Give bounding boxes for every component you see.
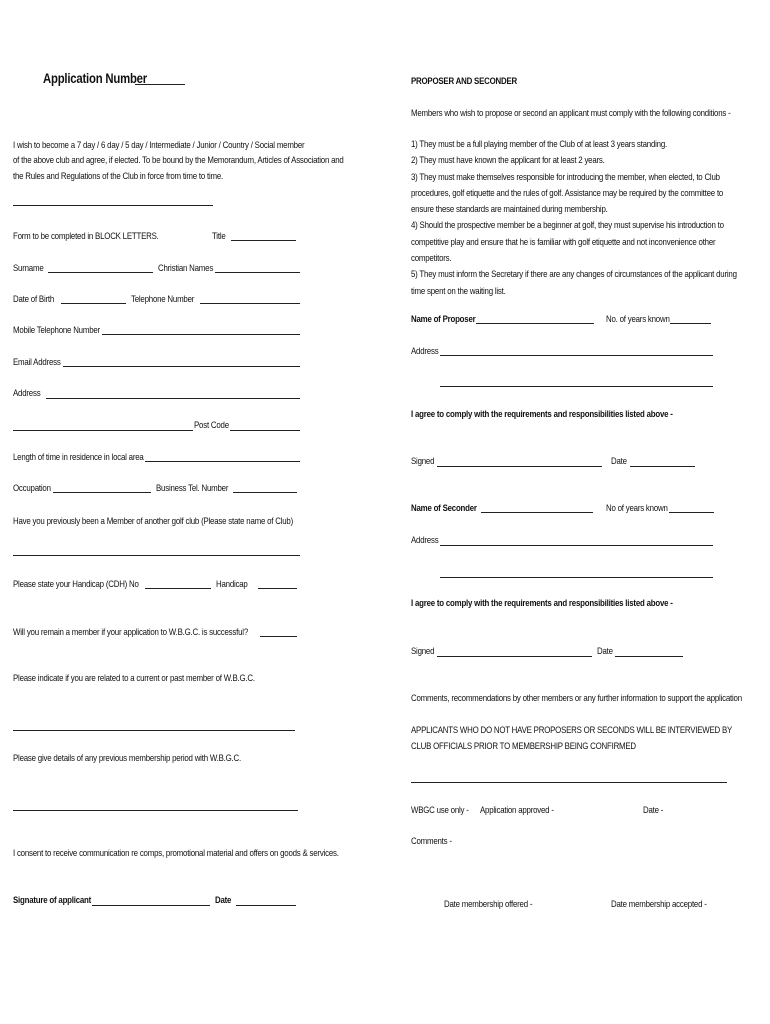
proposer-years-label: No. of years known (606, 313, 670, 324)
address-label: Address (13, 387, 41, 398)
seconder-address-field-2[interactable] (440, 577, 713, 578)
wbgc-use-label: WBGC use only - (411, 804, 469, 815)
proposer-date-field[interactable] (630, 466, 695, 467)
intro-line-2: of the above club and agree, if elected. To be bound by the Memorandum, Articles of Association and (13, 154, 344, 165)
title-field[interactable] (231, 240, 296, 241)
prev-period-field[interactable] (13, 810, 298, 811)
proposer-address-field-1[interactable] (440, 355, 713, 356)
office-date-label: Date - (643, 804, 664, 815)
notice-line-2: CLUB OFFICIALS PRIOR TO MEMBERSHIP BEING CONFIRMED (411, 740, 636, 751)
surname-label: Surname (13, 262, 44, 273)
prev-period-label: Please give details of any previous membership period with W.B.G.C. (13, 752, 241, 763)
date-offered-label: Date membership offered - (444, 898, 533, 909)
proposer-agree-label: I agree to comply with the requirements and responsibilities listed above - (411, 408, 673, 419)
seconder-address-field-1[interactable] (440, 545, 713, 546)
notice-line-1: APPLICANTS WHO DO NOT HAVE PROPOSERS OR SECONDS WILL BE INTERVIEWED BY (411, 724, 733, 735)
prev-member-field[interactable] (13, 555, 300, 556)
condition-line: ensure these standards are maintained during membership. (411, 203, 608, 215)
related-label: Please indicate if you are related to a current or past member of W.B.G.C. (13, 672, 255, 683)
occupation-label: Occupation (13, 482, 51, 493)
condition-line: 1) They must be a full playing member of the Club of at least 3 years standing. (411, 138, 667, 149)
business-tel-field[interactable] (233, 492, 297, 493)
office-comments-label: Comments - (411, 835, 452, 846)
conditions-intro: Members who wish to propose or second an applicant must comply with the following conditions - (411, 107, 731, 118)
proposer-date-label: Date (611, 455, 627, 466)
member-type-field[interactable] (13, 205, 213, 206)
intro-line-3: the Rules and Regulations of the Club in force from time to time. (13, 170, 224, 181)
residence-field[interactable] (145, 461, 300, 462)
business-tel-label: Business Tel. Number (156, 482, 229, 493)
email-label: Email Address (13, 356, 61, 367)
signature-field[interactable] (92, 905, 210, 906)
seconder-agree-label: I agree to comply with the requirements and responsibilities listed above - (411, 597, 673, 608)
comments-info: Comments, recommendations by other members or any further information to support the application (411, 692, 742, 703)
condition-line: competitors. (411, 252, 452, 264)
proposer-seconder-heading: PROPOSER AND SECONDER (411, 75, 518, 86)
seconder-years-label: No of years known (606, 502, 668, 513)
handicap-label: Handicap (216, 578, 248, 589)
email-field[interactable] (63, 366, 300, 367)
condition-line: 2) They must have known the applicant for at least 2 years. (411, 154, 605, 166)
address-field-1[interactable] (46, 398, 300, 399)
mobile-label: Mobile Telephone Number (13, 324, 100, 335)
condition-line: procedures, golf etiquette and the rules of golf. Assistance may be required by the committee to (411, 186, 724, 198)
seconder-address-label: Address (411, 534, 439, 545)
signature-date-field[interactable] (236, 905, 296, 906)
date-accepted-label: Date membership accepted - (611, 898, 707, 909)
condition-line: 3) They must make themselves responsible for introducing the member, when elected, to Club (411, 170, 720, 182)
mobile-field[interactable] (102, 334, 300, 335)
proposer-name-field[interactable] (476, 323, 594, 324)
telephone-field[interactable] (200, 303, 300, 304)
occupation-field[interactable] (53, 492, 151, 493)
seconder-name-label: Name of Seconder (411, 502, 477, 513)
handicap-cdh-field[interactable] (145, 588, 211, 589)
dob-field[interactable] (61, 303, 126, 304)
seconder-signed-label: Signed (411, 645, 435, 656)
telephone-label: Telephone Number (131, 293, 195, 304)
condition-line: time spent on the waiting list. (411, 284, 506, 296)
proposer-years-field[interactable] (670, 323, 711, 324)
signature-label: Signature of applicant (13, 894, 92, 905)
seconder-signed-field[interactable] (437, 656, 592, 657)
related-field[interactable] (13, 730, 295, 731)
proposer-address-field-2[interactable] (440, 386, 713, 387)
consent-label: I consent to receive communication re comps, promotional material and offers on goods & services. (13, 847, 339, 858)
seconder-years-field[interactable] (669, 512, 714, 513)
handicap-field[interactable] (258, 588, 297, 589)
post-code-label: Post Code (194, 419, 229, 430)
block-letters-note: Form to be completed in BLOCK LETTERS. (13, 230, 159, 241)
condition-line: 4) Should the prospective member be a beginner at golf, they must supervise his introduction to (411, 219, 724, 231)
dob-label: Date of Birth (13, 293, 55, 304)
signature-date-label: Date (215, 894, 232, 905)
proposer-name-label: Name of Proposer (411, 313, 476, 324)
post-code-field[interactable] (230, 430, 300, 431)
intro-line-1: I wish to become a 7 day / 6 day / 5 day / Intermediate / Junior / Country / Social member (13, 139, 305, 150)
remain-field[interactable] (260, 636, 297, 637)
proposer-address-label: Address (411, 345, 439, 356)
condition-line: competitive play and ensure that he is familiar with golf etiquette and not inconvenience other (411, 235, 716, 247)
application-number-label: Application Number (43, 71, 147, 86)
title-label: Title (212, 230, 226, 241)
christian-names-field[interactable] (215, 272, 300, 273)
surname-field[interactable] (48, 272, 153, 273)
comments-field[interactable] (411, 782, 727, 783)
seconder-name-field[interactable] (481, 512, 593, 513)
application-approved-label: Application approved - (480, 804, 554, 815)
christian-names-label: Christian Names (158, 262, 214, 273)
proposer-signed-label: Signed (411, 455, 435, 466)
conditions-list (411, 136, 737, 299)
prev-member-label: Have you previously been a Member of another golf club (Please state name of Club) (13, 515, 294, 526)
seconder-date-label: Date (597, 645, 613, 656)
seconder-date-field[interactable] (615, 656, 683, 657)
handicap-cdh-label: Please state your Handicap (CDH) No (13, 578, 139, 589)
proposer-signed-field[interactable] (437, 466, 602, 467)
residence-label: Length of time in residence in local area (13, 451, 144, 462)
condition-line: 5) They must inform the Secretary if there are any changes of circumstances of the applicant during (411, 268, 737, 280)
remain-label: Will you remain a member if your application to W.B.G.C. is successful? (13, 626, 248, 637)
application-number-field[interactable] (135, 84, 185, 85)
address-field-2[interactable] (13, 430, 193, 431)
